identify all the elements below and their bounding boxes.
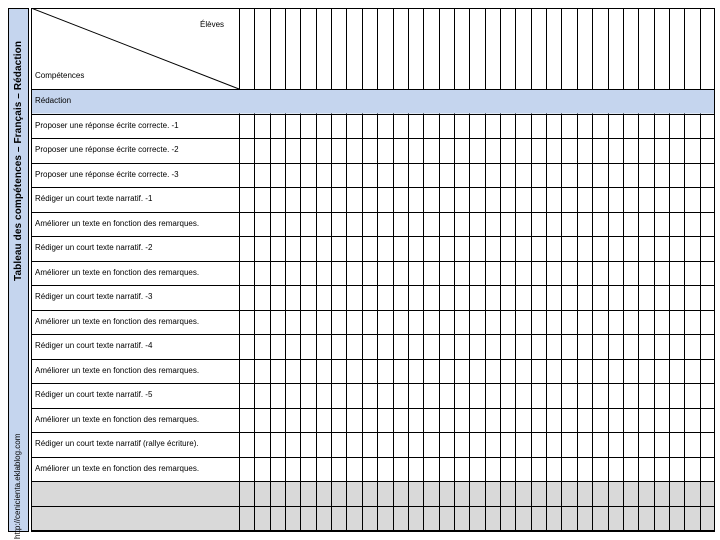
- competence-row-label: Améliorer un texte en fonction des remarques.: [35, 218, 200, 228]
- section-row-bg: [31, 89, 715, 114]
- competence-row-label: Améliorer un texte en fonction des remarques.: [35, 463, 200, 473]
- competence-row-label: Rédiger un court texte narratif. -1: [35, 194, 153, 204]
- sidebar-url: http://cenicienta.eklablog.com: [13, 433, 22, 539]
- competence-row-label: Rédiger un court texte narratif. -5: [35, 390, 153, 400]
- competence-row-label: Améliorer un texte en fonction des remarques.: [35, 365, 200, 375]
- sidebar: [8, 8, 29, 539]
- competence-row-label: Améliorer un texte en fonction des remarques.: [35, 316, 200, 326]
- competence-row-label: Rédiger un court texte narratif (rallye écriture).: [35, 439, 199, 449]
- competence-row-label: Rédiger un court texte narratif. -2: [35, 243, 153, 253]
- competences-header-label: Compétences: [35, 71, 85, 80]
- competence-row-label: Rédiger un court texte narratif. -3: [35, 292, 153, 302]
- students-header-label: Élèves: [200, 20, 225, 29]
- competence-row-label: Rédiger un court texte narratif. -4: [35, 341, 153, 351]
- sidebar-title: Tableau des compétences – Français – Rédaction: [13, 40, 24, 281]
- competence-row-label: Proposer une réponse écrite correcte. -1: [35, 120, 179, 130]
- empty-row-bg: [31, 481, 715, 506]
- section-title: Rédaction: [35, 96, 72, 106]
- competence-row-label: Proposer une réponse écrite correcte. -3: [35, 169, 179, 179]
- competence-table: [31, 8, 715, 532]
- competence-row-label: Proposer une réponse écrite correcte. -2: [35, 145, 179, 155]
- competence-row-label: Améliorer un texte en fonction des remarques.: [35, 414, 200, 424]
- competence-row-label: Améliorer un texte en fonction des remarques.: [35, 267, 200, 277]
- empty-row-bg: [31, 506, 715, 531]
